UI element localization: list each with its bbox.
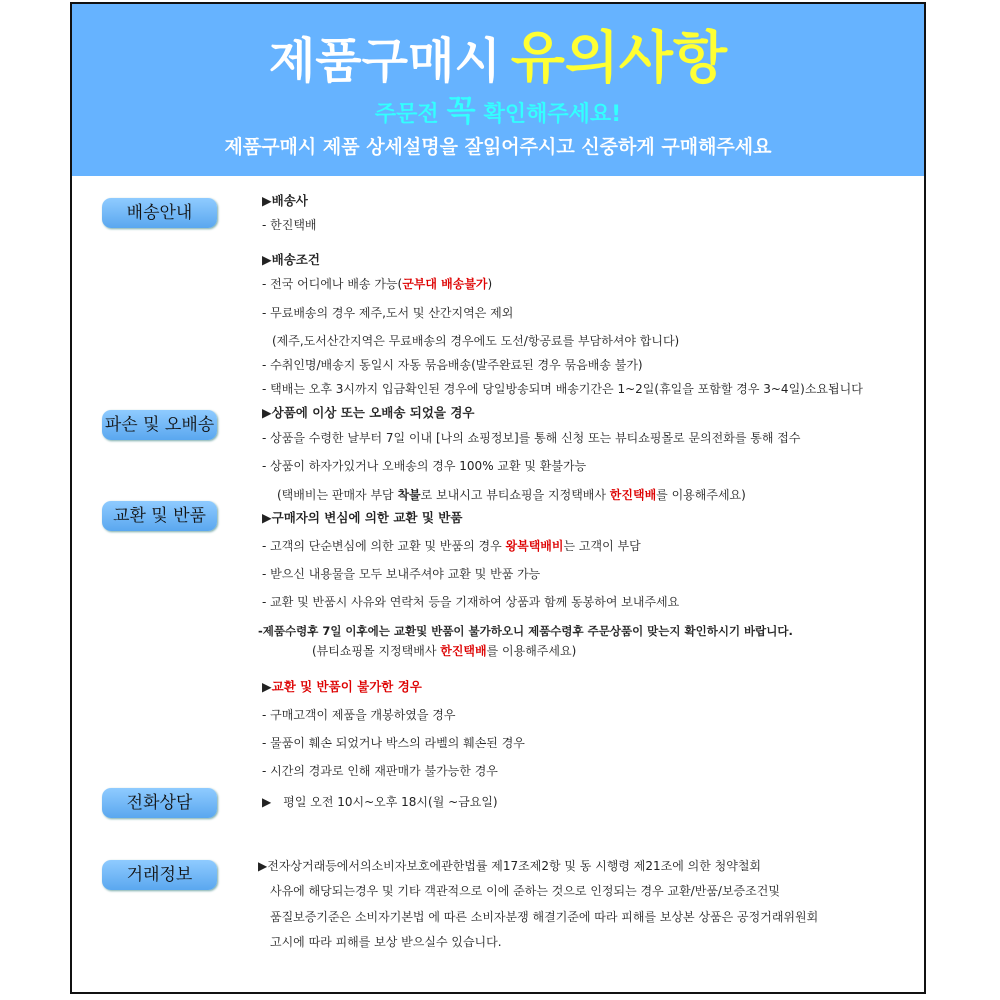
delivery-condition-bundle: - 수취인명/배송지 동일시 자동 묶음배송(발주완료된 경우 묶음배송 불가) bbox=[262, 358, 643, 372]
delivery-condition-island-note: (제주,도서산간지역은 무료배송의 경우에도 도선/항공료를 부담하셔야 합니다) bbox=[272, 334, 680, 348]
damage-note-mid: 로 보내시고 뷰티쇼핑을 지정택배사 bbox=[420, 488, 610, 502]
notice-frame bbox=[70, 2, 926, 994]
exchange-note-end: 를 이용해주세요) bbox=[486, 644, 577, 658]
notice-emphasis: 꼭 bbox=[446, 94, 476, 129]
header-description: 제품구매시 제품 상세설명을 잘읽어주시고 신중하게 구매해주세요 bbox=[224, 136, 772, 158]
section-label-trade: 거래정보 bbox=[102, 860, 217, 890]
trade-info-line-1: ▶전자상거래등에서의소비자보호에관한법률 제17조제2항 및 동 시행령 제21조에 의한 청약철회 bbox=[258, 859, 762, 873]
exchange-text: - 고객의 단순변심에 의한 교환 및 반품의 경우 bbox=[262, 539, 506, 553]
damage-note-text: (택배비는 판매자 부담 bbox=[277, 488, 398, 502]
damage-item-2: - 상품이 하자가있거나 오배송의 경우 100% 교환 및 환불가능 bbox=[262, 459, 587, 473]
trade-info-line-2: 사유에 해당되는경우 및 기타 객관적으로 이에 준하는 것으로 인정되는 경우 교환/반품/보증조건및 bbox=[270, 884, 780, 898]
no-exchange-heading bbox=[262, 679, 422, 695]
carrier-heading: ▶배송사 bbox=[262, 193, 308, 208]
section-label-delivery: 배송안내 bbox=[102, 198, 217, 228]
no-exchange-item-2: - 물품이 훼손 되었거나 박스의 라벨의 훼손된 경우 bbox=[262, 736, 525, 750]
exchange-item-3: - 교환 및 반품시 사유와 연락처 등을 기재하여 상품과 함께 동봉하여 보내주세요 bbox=[262, 595, 680, 609]
damage-item-1: - 상품을 수령한 날부터 7일 이내 [나의 쇼핑정보]를 통해 신청 또는 뷰티쇼핑몰로 문의전화를 통해 접수 bbox=[262, 431, 801, 445]
title-main: 제품구매시 bbox=[268, 33, 501, 89]
section-label-exchange: 교환 및 반품 bbox=[102, 501, 217, 531]
exchange-item-5 bbox=[312, 643, 576, 659]
trade-info-line-4: 고시에 따라 피해를 보상 받으실수 있습니다. bbox=[270, 935, 502, 949]
trade-info-line-3: 품질보증기준은 소비자기본법 에 따른 소비자분쟁 해결기준에 따라 피해를 보상본 상품은 공정거래위원회 bbox=[270, 910, 819, 924]
title-highlight: 유의사항 bbox=[510, 26, 728, 91]
carrier-value: - 한진택배 bbox=[262, 218, 317, 232]
section-label-phone: 전화상담 bbox=[102, 788, 217, 818]
exchange-heading: ▶구매자의 변심에 의한 교환 및 반품 bbox=[262, 510, 463, 525]
delivery-condition-time: - 택배는 오후 3시까지 입금확인된 경우에 당일방송되며 배송기간은 1~2일(휴일을 포함할 경우 3~4일)소요됩니다 bbox=[262, 382, 863, 396]
condition-text-end: ) bbox=[487, 277, 493, 291]
delivery-condition-nationwide bbox=[262, 276, 492, 292]
damage-heading: ▶상품에 이상 또는 오배송 되었을 경우 bbox=[262, 405, 475, 420]
round-trip-fee: 왕복택배비 bbox=[505, 539, 564, 553]
arrow-icon: ▶ bbox=[262, 679, 272, 694]
exchange-item-2: - 받으신 내용물을 모두 보내주셔야 교환 및 반품 가능 bbox=[262, 567, 541, 581]
condition-text: - 전국 어디에나 배송 가능( bbox=[262, 277, 403, 291]
delivery-condition-free: - 무료배송의 경우 제주,도서 및 산간지역은 제외 bbox=[262, 306, 514, 320]
delivery-conditions-heading: ▶배송조건 bbox=[262, 252, 320, 267]
cod-label: 착불 bbox=[397, 488, 421, 502]
phone-hours bbox=[262, 794, 498, 810]
no-exchange-title: 교환 및 반품이 불가한 경우 bbox=[271, 679, 422, 694]
notice-post: 확인해주세요! bbox=[483, 102, 622, 127]
no-exchange-item-3: - 시간의 경과로 인해 재판매가 불가능한 경우 bbox=[262, 764, 498, 778]
military-no-delivery: 군부대 배송불가 bbox=[402, 277, 488, 291]
carrier-highlight: 한진택배 bbox=[609, 488, 657, 502]
exchange-item-1 bbox=[262, 538, 641, 554]
damage-item-3 bbox=[277, 487, 746, 503]
phone-hours-text: 평일 오전 10시~오후 18시(월 ~금요일) bbox=[283, 795, 498, 809]
arrow-icon: ▶ bbox=[262, 795, 272, 809]
no-exchange-item-1: - 구매고객이 제품을 개봉하였을 경우 bbox=[262, 708, 456, 722]
carrier-highlight-2: 한진택배 bbox=[440, 644, 487, 658]
section-label-damage: 파손 및 오배송 bbox=[102, 410, 217, 440]
order-notice bbox=[72, 86, 924, 130]
damage-note-end: 를 이용해주세요) bbox=[656, 488, 746, 502]
exchange-item-4: -제품수령후 7일 이후에는 교환및 반품이 불가하오니 제품수령후 주문상품이 맞는지 확인하시기 바랍니다. bbox=[258, 624, 793, 638]
page-title bbox=[72, 14, 924, 94]
exchange-note-text: (뷰티쇼핑몰 지정택배사 bbox=[312, 644, 441, 658]
notice-pre: 주문전 bbox=[374, 102, 439, 127]
exchange-text-end: 는 고객이 부담 bbox=[563, 539, 641, 553]
header-banner bbox=[72, 4, 924, 176]
